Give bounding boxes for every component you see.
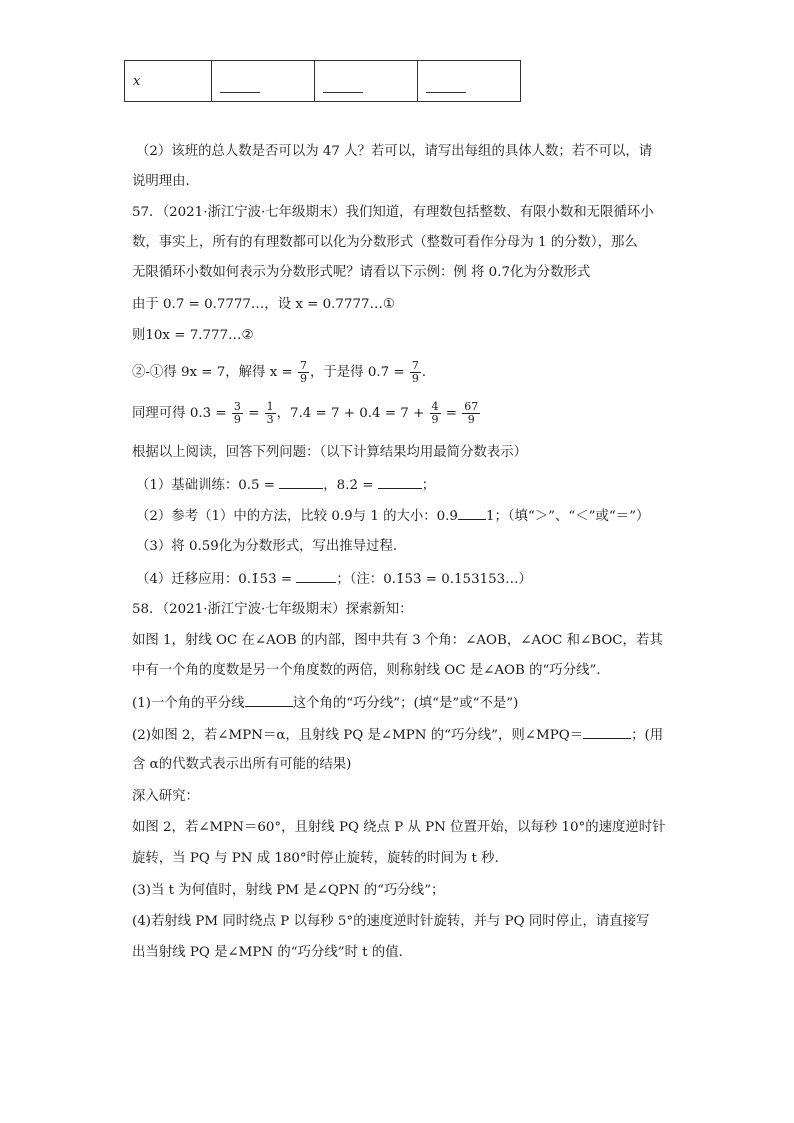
q57-line3: 无限循环小数如何表示为分数形式呢？请看以下示例：例 将 0.7̇化为分数形式 (132, 265, 591, 280)
q58-part1 (132, 692, 672, 714)
q57-part4 (136, 568, 676, 590)
q57-line7-text: = (243, 406, 264, 421)
q57-line7-text: = (441, 406, 462, 421)
q57-part1 (136, 474, 676, 496)
fraction-denominator: 9 (431, 413, 439, 426)
q58-title: 58．（2021·浙江宁波·七年级期末）探索新知： (132, 602, 413, 617)
fraction-numerator: 1 (266, 400, 274, 413)
answer-blank[interactable] (458, 505, 486, 520)
q57-part2 (136, 505, 676, 527)
fraction (462, 401, 480, 426)
fraction (298, 360, 309, 385)
q58-line3: 中有一个角的度数是另一个角度数的两倍，则称射线 OC 是∠AOB 的“巧分线”． (132, 663, 610, 678)
q58-line2: 如图 1，射线 OC 在∠AOB 的内部，图中共有 3 个角：∠AOB，∠AOC 和∠BOC，若其 (132, 633, 663, 648)
fraction (265, 401, 276, 426)
fraction (430, 401, 441, 426)
answer-table (124, 60, 521, 102)
answer-blank[interactable] (279, 474, 323, 489)
fraction (410, 360, 421, 385)
fraction-denominator: 9 (233, 413, 241, 426)
q58-part2-line2: 含 α的代数式表示出所有可能的结果) (132, 757, 352, 772)
answer-blank-cell[interactable] (418, 61, 521, 102)
q57-part1-text: ，8.2̇ = (323, 478, 378, 493)
q57-line4: 由于 0.7̇ = 0.7777…，设 x = 0.7777…① (132, 297, 395, 312)
q58-part3: (3)当 t 为何值时，射线 PM 是∠QPN 的“巧分线”； (132, 883, 445, 898)
table-row (125, 61, 521, 102)
answer-blank-line (220, 80, 260, 93)
fraction-numerator: 67 (464, 400, 479, 413)
q57-line2: 数，事实上，所有的有理数都可以化为分数形式（整数可看作分母为 1 的分数），那么 (132, 235, 638, 250)
q57-part1-text: ； (421, 478, 436, 493)
table-row-label: x (125, 61, 212, 102)
q58-part1-text: (1)一个角的平分线 (132, 696, 245, 711)
q58-part2-text: ；(用 (631, 728, 664, 743)
q57-line7-text: 同理可得 0.3̇ = (132, 406, 231, 421)
q57-instruction: 根据以上阅读，回答下列问题：（以下计算结果均用最简分数表示） (132, 445, 528, 460)
q56-part2-line1: （2）该班的总人数是否可以为 47 人？若可以，请写出每组的具体人数；若不可以，请 (136, 144, 653, 159)
q58-part1-text: 这个角的“巧分线”；(填“是”或“不是”) (292, 696, 519, 711)
q58-line5: 旋转，当 PQ 与 PN 成 180°时停止旋转，旋转的时间为 t 秒． (132, 851, 508, 866)
fraction-denominator: 9 (411, 372, 419, 385)
q58-heading: 深入研究： (132, 789, 199, 804)
fraction-numerator: 4 (431, 400, 439, 413)
answer-blank[interactable] (378, 474, 422, 489)
q57-line6-text: ，于是得 0.7̇ = (310, 365, 409, 380)
fraction-denominator: 9 (300, 372, 307, 385)
q57-part1-text: （1）基础训练：0.5̇ = (136, 478, 280, 493)
q57-part2-text: 1；（填“＞”、“＜”或“＝”） (485, 509, 650, 524)
answer-blank[interactable] (245, 692, 293, 707)
answer-blank-cell[interactable] (212, 61, 315, 102)
q57-part2-text: （2）参考（1）中的方法，比较 0.9̇与 1 的大小：0.9̇ (136, 509, 458, 524)
answer-blank[interactable] (296, 568, 336, 583)
q57-part4-text: ；（注：0.1̇5̇3̇ = 0.153153…） (336, 572, 532, 587)
answer-blank-cell[interactable] (315, 61, 418, 102)
answer-blank-line (323, 80, 363, 93)
q57-part3: （3）将 0.5̇9̇化为分数形式，写出推导过程． (136, 539, 407, 554)
q57-line6-text: ②-①得 9x = 7，解得 x = (132, 365, 297, 380)
fraction-denominator: 9 (467, 413, 475, 426)
q58-part4-line2: 出当射线 PQ 是∠MPN 的“巧分线”时 t 的值． (132, 945, 413, 960)
fraction-numerator: 7 (300, 359, 307, 372)
fraction (232, 401, 243, 426)
q57-line7 (132, 401, 672, 426)
q57-line6 (132, 360, 672, 385)
q57-line6-text: ． (421, 365, 436, 380)
fraction-numerator: 3 (233, 400, 241, 413)
q56-part2-line2: 说明理由． (132, 174, 199, 189)
q57-part4-text: （4）迁移应用：0.1̇5̇3̇ = (136, 572, 297, 587)
q58-part2-text: (2)如图 2，若∠MPN＝α，且射线 PQ 是∠MPN 的“巧分线”，则∠MPQ＝ (132, 728, 584, 743)
q57-line5: 则10x = 7.777…② (132, 328, 254, 343)
answer-blank-line (426, 80, 466, 93)
q57-title: 57．（2021·浙江宁波·七年级期末）我们知道，有理数包括整数、有限小数和无限循环小 (132, 205, 654, 220)
q57-line7-text: ，7.4̇ = 7 + 0.4̇ = 7 + (276, 406, 429, 421)
fraction-numerator: 7 (411, 359, 419, 372)
q58-part4-line1: (4)若射线 PM 同时绕点 P 以每秒 5°的速度逆时针旋转，并与 PQ 同时停止，请直接写 (132, 914, 650, 929)
answer-blank[interactable] (583, 724, 631, 739)
q58-line4: 如图 2，若∠MPN＝60°，且射线 PQ 绕点 P 从 PN 位置开始，以每秒 10°的速度逆时针 (132, 820, 666, 835)
q58-part2 (132, 724, 672, 746)
fraction-denominator: 3 (266, 413, 274, 426)
